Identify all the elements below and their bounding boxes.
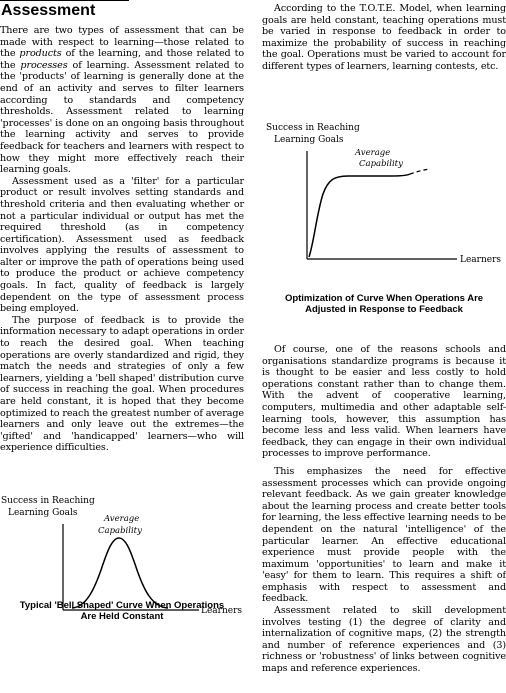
paragraph: Assessment used as a 'filter' for a particular product or result involves setting standards and threshold criteria and then evaluating whether or not a particular individual or output has met the required threshold (as in competency certification). Assessment used as feedback involves applying the results of assessment to alter or improve the path of operations being used to produce the product or achieve competency goals. In fact, quality of feedback is largely dependent on the type of assessment process being employed. xyxy=(0,175,244,315)
right-body-bottom xyxy=(262,344,506,675)
bell-curve xyxy=(72,538,168,608)
left-column xyxy=(0,0,244,454)
optimized-curve-extension xyxy=(410,169,430,174)
caption-line1: Optimization of Curve When Operations Are xyxy=(284,293,484,304)
caption-line2: Adjusted in Response to Feedback xyxy=(305,304,463,315)
y-axis-label-line1: Success in Reaching xyxy=(266,123,360,133)
caption-line2: Are Held Constant xyxy=(80,611,164,622)
right-body-top xyxy=(262,3,506,73)
figure-bell-curve xyxy=(0,486,244,651)
emphasis: processes xyxy=(20,59,68,71)
x-axis-label: Learners xyxy=(460,255,502,265)
paragraph: Assessment related to skill development involves testing (1) the degree of clarity and internalization of cognitive maps, (2) the strength and number of reference experiences and (3) richness or 'robustness' of links between cognitive maps and reference experiences. xyxy=(262,605,506,675)
section-heading: Assessment xyxy=(0,0,129,19)
paragraph: Of course, one of the reasons schools and organisations standardize programs is because it is thought to be easier and less costly to hold operations constant rather than to change them. With the advent of cooperative learning, computers, multimedia and other adaptable self-learning tools, however, this assumption has become less and less valid. When learners have feedback, they can engage in their own individual processes to improve performance. xyxy=(262,344,506,460)
figure-optimized-curve xyxy=(262,118,506,318)
y-axis-label-line1: Success in Reaching xyxy=(1,496,95,506)
paragraph: This emphasizes the need for effective assessment processes which can provide ongoing relevant feedback. As we gain greater knowledge about the learning process and create better tools for learning, the less effective learning needs to be dependent on the natural 'intelligence' of the particular learner. An effective educational experience must provide people with the maximum 'opportunities' to learn and make it 'easy' for them to learn. This requires a shift of emphasis with respect to assessment and feedback. xyxy=(262,465,506,605)
paragraph: There are two types of assessment that can be made with respect to learning—those related to the products of the learning, and those related to the processes of learning. Assessment related to the 'products' of learning is generally done at the end of an activity and serves to filter learners according to standards and competency thresholds. Assessment related to learning 'processes' is done on an ongoing basis throughout the learning activity and serves to provide feedback for teachers and learners with respect to how they might more effectively reach their learning goals. xyxy=(0,25,244,176)
optimized-curve-chart xyxy=(262,118,506,273)
optimized-curve xyxy=(309,174,410,257)
y-axis-label-line2: Learning Goals xyxy=(274,135,344,145)
annotation-line2: Capability xyxy=(98,526,142,536)
right-column xyxy=(262,0,506,73)
x-axis-label: Learners xyxy=(201,606,243,616)
bell-curve-chart xyxy=(0,486,244,616)
paragraph: The purpose of feedback is to provide the information necessary to adapt operations in order to reach the desired goal. When teaching operations are overly standardized and rigid, they match the needs and strategies of only a few learners, yielding a 'bell shaped' distribution curve of success in reaching the goal. When procedures are held constant, it is hoped that they become optimized to reach the greatest number of average learners and only leave out the extremes—the 'gifted' and 'handicapped' learners—who will experience difficulties. xyxy=(0,314,244,454)
paragraph: According to the T.O.T.E. Model, when learning goals are held constant, teaching operations must be varied in response to feedback in order to maximize the probability of success in reaching the goal. Operations must be varied to account for different types of learners, learning contests, etc. xyxy=(262,3,506,72)
emphasis: products xyxy=(19,48,62,60)
figure-caption xyxy=(262,293,506,315)
annotation-line2: Capability xyxy=(359,159,403,169)
figure-caption xyxy=(0,600,244,622)
y-axis-label-line2: Learning Goals xyxy=(8,508,78,518)
caption-line1: Typical 'Bell Shaped' Curve When Operations xyxy=(19,600,225,611)
left-body xyxy=(0,25,244,454)
annotation-line1: Average xyxy=(104,514,140,524)
annotation-line1: Average xyxy=(355,148,391,158)
